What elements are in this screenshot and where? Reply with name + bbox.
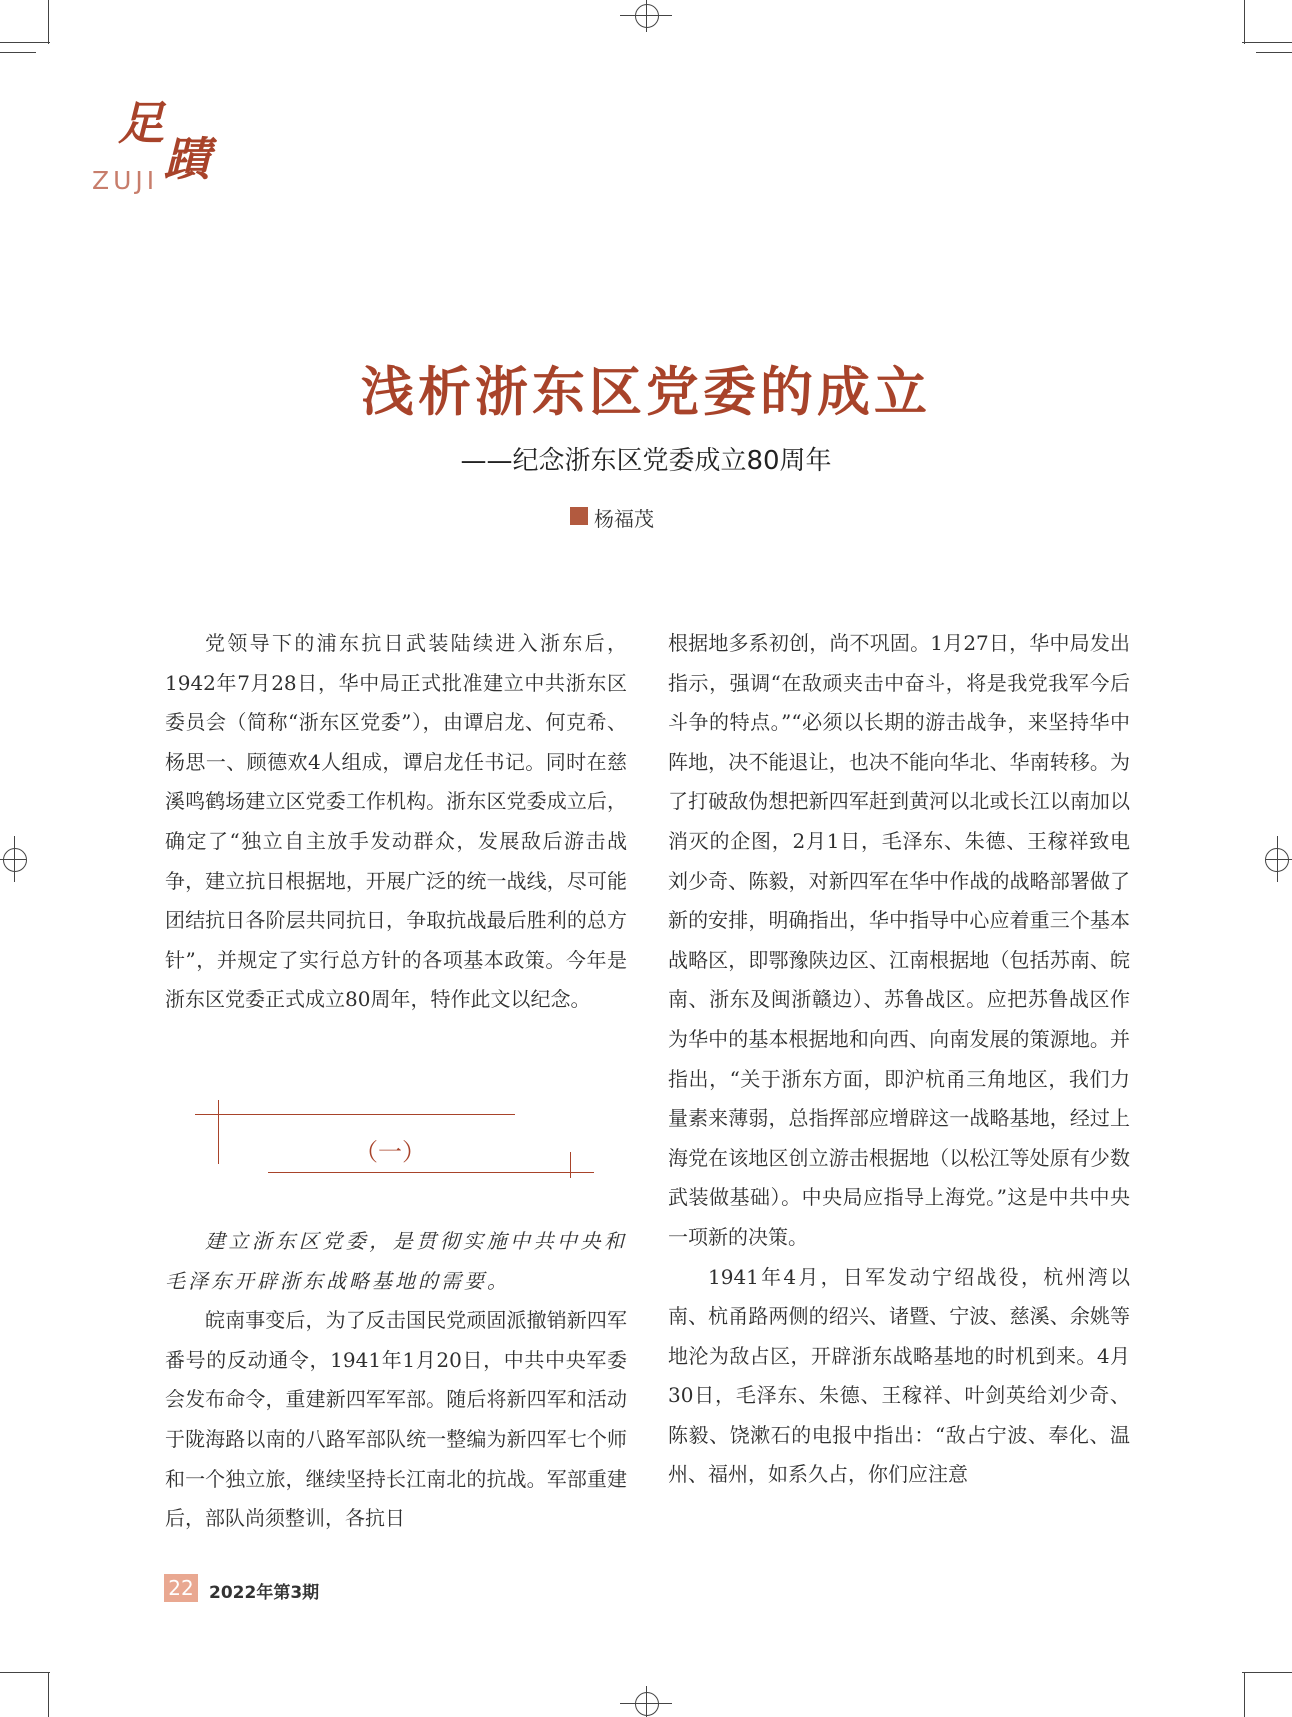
crop-mark (646, 1686, 647, 1717)
crop-mark (0, 42, 50, 43)
section-rule (218, 1100, 219, 1164)
section-lead: 建立浙东区党委，是贯彻实施中共中央和毛泽东开辟浙东战略基地的需要。 (165, 1229, 627, 1293)
section-rule (268, 1172, 594, 1173)
section-logo-char: 足 (118, 96, 164, 150)
section-rule (195, 1114, 515, 1115)
crop-mark (1244, 0, 1245, 44)
registration-mark-icon (635, 1692, 659, 1716)
crop-mark (1244, 1672, 1245, 1717)
author-name: 杨福茂 (594, 507, 654, 531)
crop-mark (48, 1672, 49, 1717)
crop-mark (646, 0, 647, 32)
crop-mark (48, 0, 49, 44)
crop-mark (1242, 1672, 1292, 1673)
body-paragraph: 皖南事变后，为了反击国民党顽固派撤销新四军番号的反动通令，1941年1月20日，中共中央军委会发布命令，重建新四军军部。随后将新四军和活动于陇海路以南的八路军部队统一整编为新四军七个师和一个独立旅，继续坚持长江南北的抗战。军部重建后，部队尚须整训，各抗日 (165, 1308, 627, 1531)
section-heading: （一） (354, 1138, 426, 1166)
crop-mark (0, 859, 26, 860)
square-bullet-icon (570, 507, 588, 525)
crop-mark (0, 1672, 50, 1673)
crop-mark (14, 836, 15, 882)
crop-mark (1266, 859, 1292, 860)
crop-mark (1242, 42, 1292, 43)
body-paragraph: 根据地多系初创，尚不巩固。1月27日，华中局发出指示，强调“在敌顽夹击中奋斗，将是我党我军今后斗争的特点。”“必须以长期的游击战争，来坚持华中阵地，决不能退让，也决不能向华北、华南转移。为了打破敌伪想把新四军赶到黄河以北或长江以南加以消灭的企图，2月1日，毛泽东、朱德、王稼祥致电刘少奇、陈毅，对新四军在华中作战的战略部署做了新的安排，明确指出，华中指导中心应着重三个基本战略区，即鄂豫陕边区、江南根据地（包括苏南、皖南、浙东及闽浙赣边）、苏鲁战区。应把苏鲁战区作为华中的基本根据地和向西、向南发展的策源地。并指出，“关于浙东方面，即沪杭甬三角地区，我们力量素来薄弱，总指挥部应增辟这一战略基地，经过上海党在该地区创立游击根据地（以松江等处原有少数武装做基础）。中央局应指导上海党。”这是中共中央一项新的决策。 (668, 631, 1130, 1249)
section-logo-latin: ZUJI (92, 166, 159, 195)
crop-mark (1277, 836, 1278, 882)
registration-mark-icon (635, 4, 659, 28)
author-byline (594, 503, 654, 532)
left-column-body (165, 1222, 627, 1539)
body-paragraph: 1941年4月，日军发动宁绍战役，杭州湾以南、杭甬路两侧的绍兴、诸暨、宁波、慈溪、余姚等地沦为敌占区，开辟浙东战略基地的时机到来。4月30日，毛泽东、朱德、王稼祥、叶剑英给刘少奇、陈毅、饶漱石的电报中指出：“敌占宁波、奉化、温州、福州，如系久占，你们应注意 (668, 1264, 1130, 1487)
crop-mark (1256, 52, 1292, 53)
issue-label: 2022年第3期 (209, 1583, 320, 1603)
page-number: 22 (164, 1574, 198, 1602)
article-title: 浅析浙东区党委的成立 (361, 361, 931, 423)
article-subtitle: ——纪念浙东区党委成立80周年 (460, 446, 832, 476)
body-paragraph: 党领导下的浦东抗日武装陆续进入浙东后，1942年7月28日，华中局正式批准建立中共浙东区委员会（简称“浙东区党委”），由谭启龙、何克希、杨思一、顾德欢4人组成，谭启龙任书记。同时在慈溪鸣鹤场建立区党委工作机构。浙东区党委成立后，确定了“独立自主放手发动群众，发展敌后游击战争，建立抗日根据地，开展广泛的统一战线，尽可能团结抗日各阶层共同抗日，争取抗战最后胜利的总方针”，并规定了实行总方针的各项基本政策。今年是浙东区党委正式成立80周年，特作此文以纪念。 (165, 631, 627, 1012)
registration-mark-icon (3, 848, 27, 872)
crop-mark (0, 52, 36, 53)
right-column (668, 624, 1130, 1495)
section-logo-char: 蹟 (164, 132, 210, 186)
section-rule (570, 1152, 571, 1178)
left-column-intro (165, 624, 627, 1020)
